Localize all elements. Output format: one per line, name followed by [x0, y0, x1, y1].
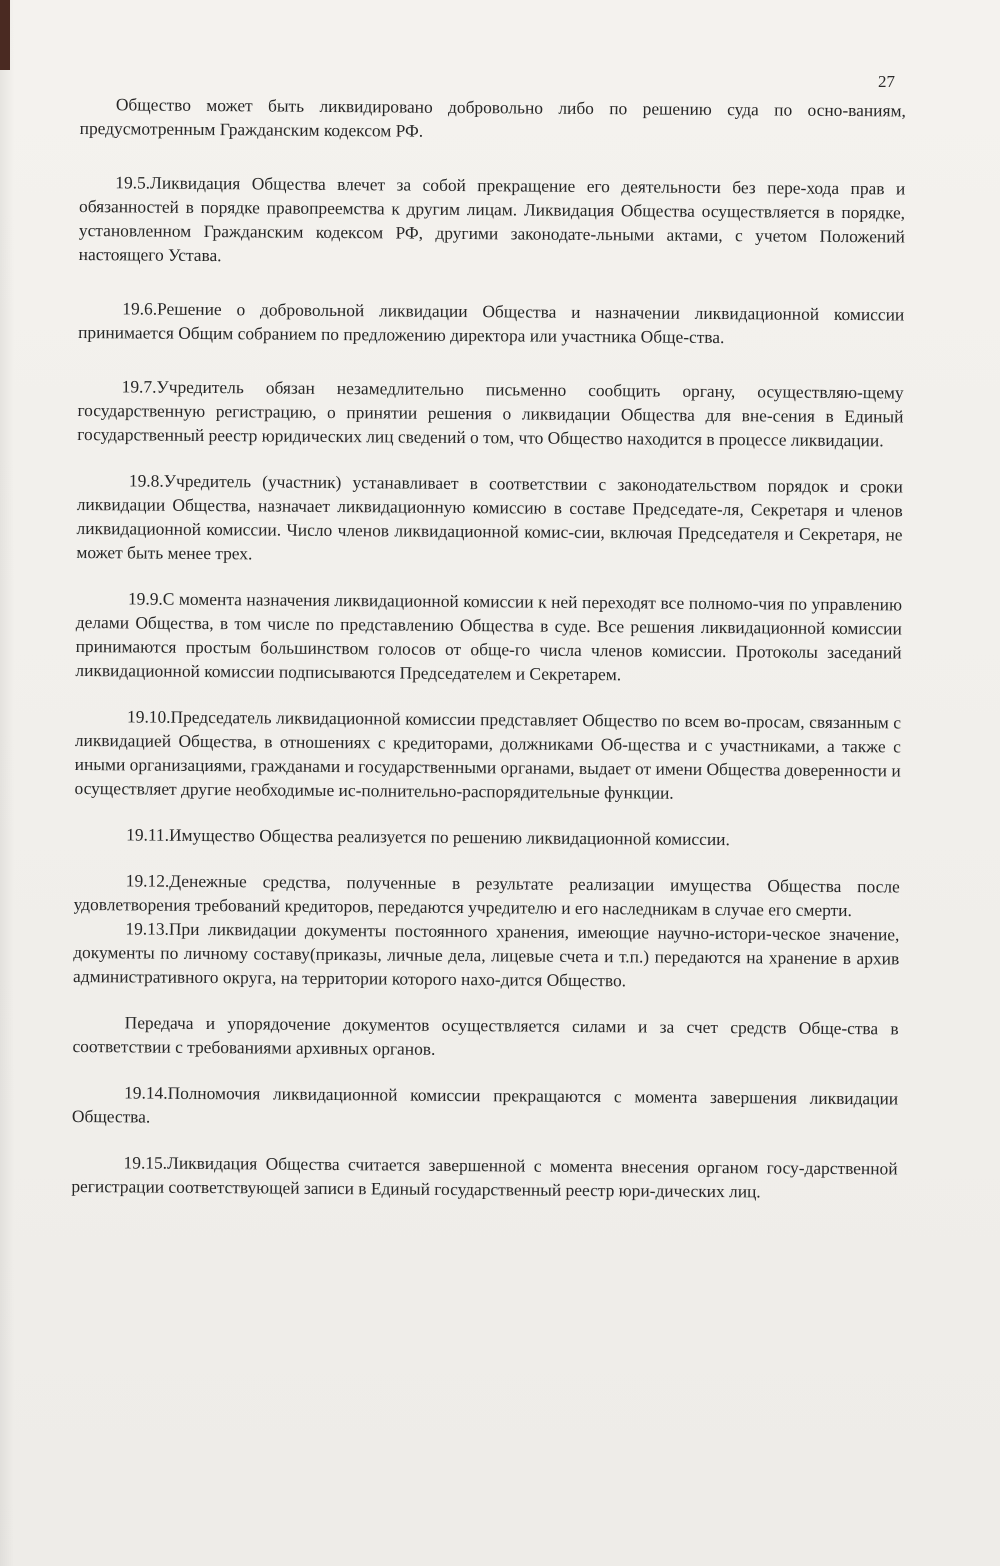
paragraph-19-12: 19.12.Денежные средства, полученные в результате реализации имущества Общества после удовлетворения требований кредиторов, передаются учредителю и его наследникам в случае его смерти.: [73, 870, 900, 921]
paragraph-19-8: 19.8.Учредитель (участник) устанавливает в соответствии с законодательством порядок и сроки ликвидации Общества, назначает ликвидационную комиссию в составе Председате-ля, Секретаря и членов ликвидационной комиссии. Число членов ликвидационной комис-сии, включая Председателя и Секретаря, не может быть менее трех.: [76, 470, 904, 564]
paragraph-19-9: 19.9.С момента назначения ликвидационной комиссии к ней переходят все полномо-чия по управлению делами Общества, в том числе по представлению Общества в суде. Все решения ликвидационной комиссии принимаются простым большинством голосов от обще-го числа членов комиссии. Протоколы заседаний ликвидационной комиссии подписываются Председателем и Секретарем.: [75, 588, 903, 685]
binding-edge-mark: [0, 0, 10, 70]
page-edge-shadow: [0, 0, 14, 1566]
paragraph-liquidation-grounds: Общество может быть ликвидировано добровольно либо по решению суда по осно-ваниям, предусмотренным Гражданским кодексом РФ.: [79, 94, 906, 141]
paragraph-archive-transfer: Передача и упорядочение документов осуществляется силами и за счет средств Обще-ства в соответствии с требованиями архивных органов.: [72, 1012, 899, 1059]
paragraph-19-7: 19.7.Учредитель обязан незамедлительно письменно сообщить органу, осуществляю-щему государственную регистрацию, о принятии решения о ликвидации Общества для вне-сения в Единый государственный реестр юридических лиц сведений о том, что Общество находится в процессе ликвидации.: [77, 376, 904, 451]
paragraph-19-6: 19.6.Решение о добровольной ликвидации Общества и назначении ликвидационной комиссии принимается Общим собранием по предложению директора или участника Обще-ства.: [78, 298, 905, 348]
page-number: 27: [878, 72, 895, 91]
paragraph-19-10: 19.10.Председатель ликвидационной комиссии представляет Общество по всем во-просам, связанным с ликвидацией Общества, в отношениях с кредиторами, должниками Об-щества и с участниками, а также с иными организациями, гражданами и государственными органами, выдает от имени Общества доверенности и осуществляет другие необходимые ис-полнительно-распорядительные функции.: [74, 706, 902, 803]
document-body: [71, 92, 906, 1204]
paragraph-19-15: 19.15.Ликвидация Общества считается завершенной с момента внесения органом госу-дарственной регистрации соответствующей записи в Единый государственный реестр юри-дических лиц.: [71, 1152, 898, 1202]
paragraph-19-14: 19.14.Полномочия ликвидационной комиссии прекращаются с момента завершения ликвидации Общества.: [71, 1082, 899, 1127]
paragraph-19-5: 19.5.Ликвидация Общества влечет за собой прекращение его деятельности без пере-хода прав и обязанностей в порядке правопреемства к другим лицам. Ликвидация Общества осуществляется в порядке, установленном Гражданским кодексом РФ, другими законодате-льными актами, с учетом Положений настоящего Устава.: [78, 172, 906, 266]
paragraph-19-11: 19.11.Имущество Общества реализуется по решению ликвидационной комиссии.: [126, 824, 730, 850]
paragraph-19-13: 19.13.При ликвидации документы постоянного хранения, имеющие научно-истори-ческое значение, документы по личному составу(приказы, личные дела, лицевые счета и т.п.) передаются на хранение в архив административного округа, на территории которого нахо-дится Общество.: [72, 918, 900, 991]
